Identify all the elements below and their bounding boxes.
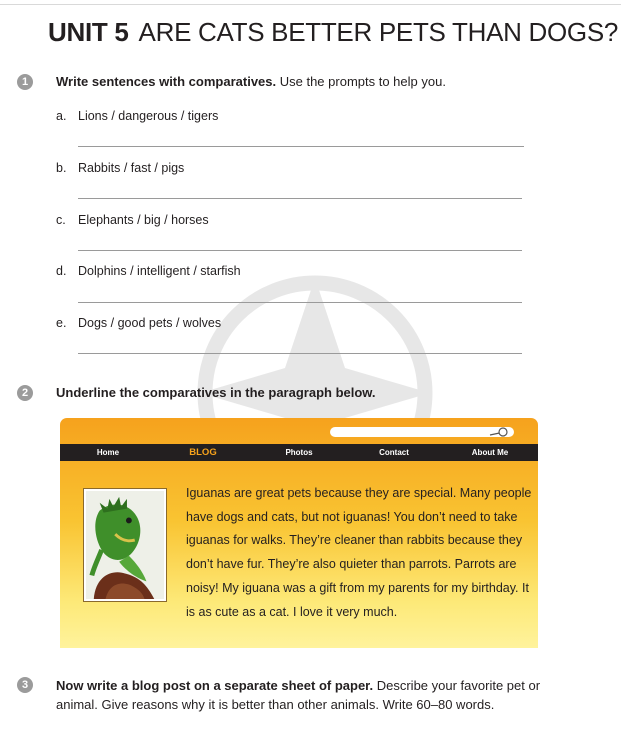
exercise-2-number: 2 (17, 385, 33, 401)
blog-search-input[interactable] (330, 427, 514, 437)
exercise-3-instruction-text: Describe your favorite pet or animal. Give reasons why it is better than other animals. Write 60–80 words. (56, 678, 541, 712)
item-letter: a. (56, 109, 67, 123)
exercise-1-number: 1 (17, 74, 33, 90)
answer-line-a[interactable] (78, 146, 524, 147)
answer-line-d[interactable] (78, 302, 522, 303)
blog-nav-bar (60, 444, 538, 461)
answer-line-c[interactable] (78, 250, 522, 251)
search-icon[interactable] (488, 425, 510, 439)
item-prompt: Elephants / big / horses (78, 213, 209, 227)
exercise-item-e (56, 315, 221, 331)
exercise-2-instruction-bold: Underline the comparatives in the paragraph below. (56, 385, 376, 400)
item-prompt: Dolphins / intelligent / starfish (78, 264, 241, 278)
blog-paragraph: Iguanas are great pets because they are special. Many people have dogs and cats, but not iguanas! You don’t need to take iguanas for walks. They’re cleaner than rabbits because they don’t have fur. They’re also quieter than parrots. Parrots are noisy! My iguana was a gift from my parents for my birthday. It is as cute as a cat. I love it very much. (186, 486, 532, 619)
exercise-item-b (56, 160, 184, 176)
unit-question: ARE CATS BETTER PETS THAN DOGS? (138, 17, 619, 47)
item-prompt: Rabbits / fast / pigs (78, 161, 185, 175)
blog-mockup (60, 418, 538, 648)
page-title (48, 16, 618, 48)
nav-about-me[interactable]: About Me (471, 448, 509, 457)
exercise-3-number: 3 (17, 677, 33, 693)
item-letter: c. (56, 213, 66, 227)
exercise-1-instruction-bold: Write sentences with comparatives. (56, 74, 277, 89)
nav-photos[interactable]: Photos (285, 448, 313, 457)
nav-home[interactable]: Home (96, 448, 120, 457)
answer-line-e[interactable] (78, 353, 522, 354)
exercise-item-c (56, 212, 209, 228)
item-letter: b. (56, 161, 67, 175)
iguana-photo (83, 488, 167, 602)
item-letter: d. (56, 264, 67, 278)
exercise-item-d (56, 263, 241, 279)
exercise-3-instruction-bold: Now write a blog post on a separate sheet of paper. (56, 678, 374, 693)
item-prompt: Dogs / good pets / wolves (78, 316, 222, 330)
exercise-3-instruction (56, 676, 576, 714)
top-rule (0, 4, 621, 5)
exercise-1-instruction (56, 73, 446, 91)
exercise-1-instruction-text: Use the prompts to help you. (276, 74, 446, 89)
unit-number: UNIT 5 (48, 17, 129, 47)
exercise-2-instruction (56, 384, 376, 402)
nav-contact[interactable]: Contact (379, 448, 409, 457)
iguana-image-icon (86, 491, 164, 599)
nav-blog[interactable]: BLOG (189, 447, 217, 458)
item-prompt: Lions / dangerous / tigers (78, 109, 219, 123)
answer-line-b[interactable] (78, 198, 522, 199)
exercise-item-a (56, 108, 218, 124)
item-letter: e. (56, 316, 67, 330)
